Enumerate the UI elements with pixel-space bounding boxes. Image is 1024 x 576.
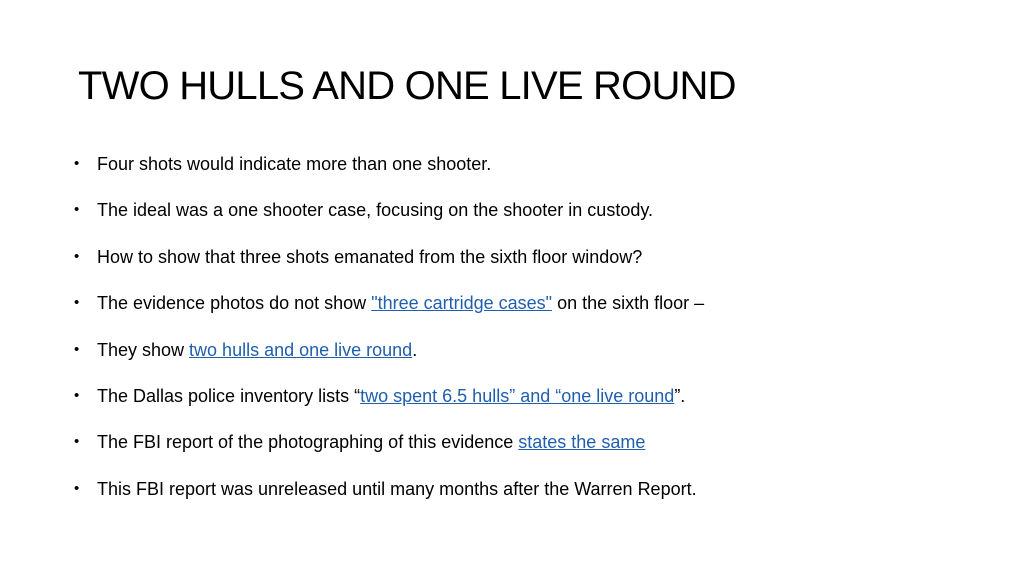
bullet-text-before: The FBI report of the photographing of this evidence bbox=[97, 432, 519, 453]
states-the-same-link[interactable]: states the same bbox=[518, 432, 646, 453]
bullet-text: Four shots would indicate more than one shooter. bbox=[97, 154, 492, 174]
bullet-text bbox=[97, 336, 417, 364]
slide-title: TWO HULLS AND ONE LIVE ROUND bbox=[78, 64, 736, 108]
bullet-text: This FBI report was unreleased until many months after the Warren Report. bbox=[97, 478, 697, 499]
bullet-icon: • bbox=[74, 386, 80, 404]
three-cartridge-cases-link[interactable]: "three cartridge cases" bbox=[371, 293, 553, 314]
bullet-icon: • bbox=[74, 294, 80, 312]
bullet-icon: • bbox=[74, 247, 80, 265]
bullet-text-before: They show bbox=[97, 339, 190, 360]
bullet-text-before: The evidence photos do not show bbox=[97, 293, 372, 314]
dallas-inventory-link[interactable]: two spent 6.5 hulls” and “one live round bbox=[360, 385, 675, 406]
bullet-text bbox=[97, 382, 685, 410]
bullet-icon: • bbox=[74, 201, 80, 219]
bullet-icon: • bbox=[74, 155, 80, 172]
bullet-icon: • bbox=[74, 479, 80, 497]
bullet-icon: • bbox=[74, 340, 80, 358]
bullet-text bbox=[97, 289, 704, 317]
bullet-text-after: on the sixth floor – bbox=[552, 293, 705, 314]
bullet-text bbox=[97, 428, 645, 456]
bullet-text-before: The Dallas police inventory lists “ bbox=[97, 385, 361, 406]
bullet-text: The ideal was a one shooter case, focusing on the shooter in custody. bbox=[97, 200, 654, 221]
bullet-text: How to show that three shots emanated from the sixth floor window? bbox=[97, 246, 643, 267]
bullet-text-after: . bbox=[412, 339, 418, 360]
two-hulls-link[interactable]: two hulls and one live round bbox=[189, 339, 413, 360]
bullet-text-after: ”. bbox=[674, 385, 686, 406]
bullet-icon: • bbox=[74, 433, 80, 451]
